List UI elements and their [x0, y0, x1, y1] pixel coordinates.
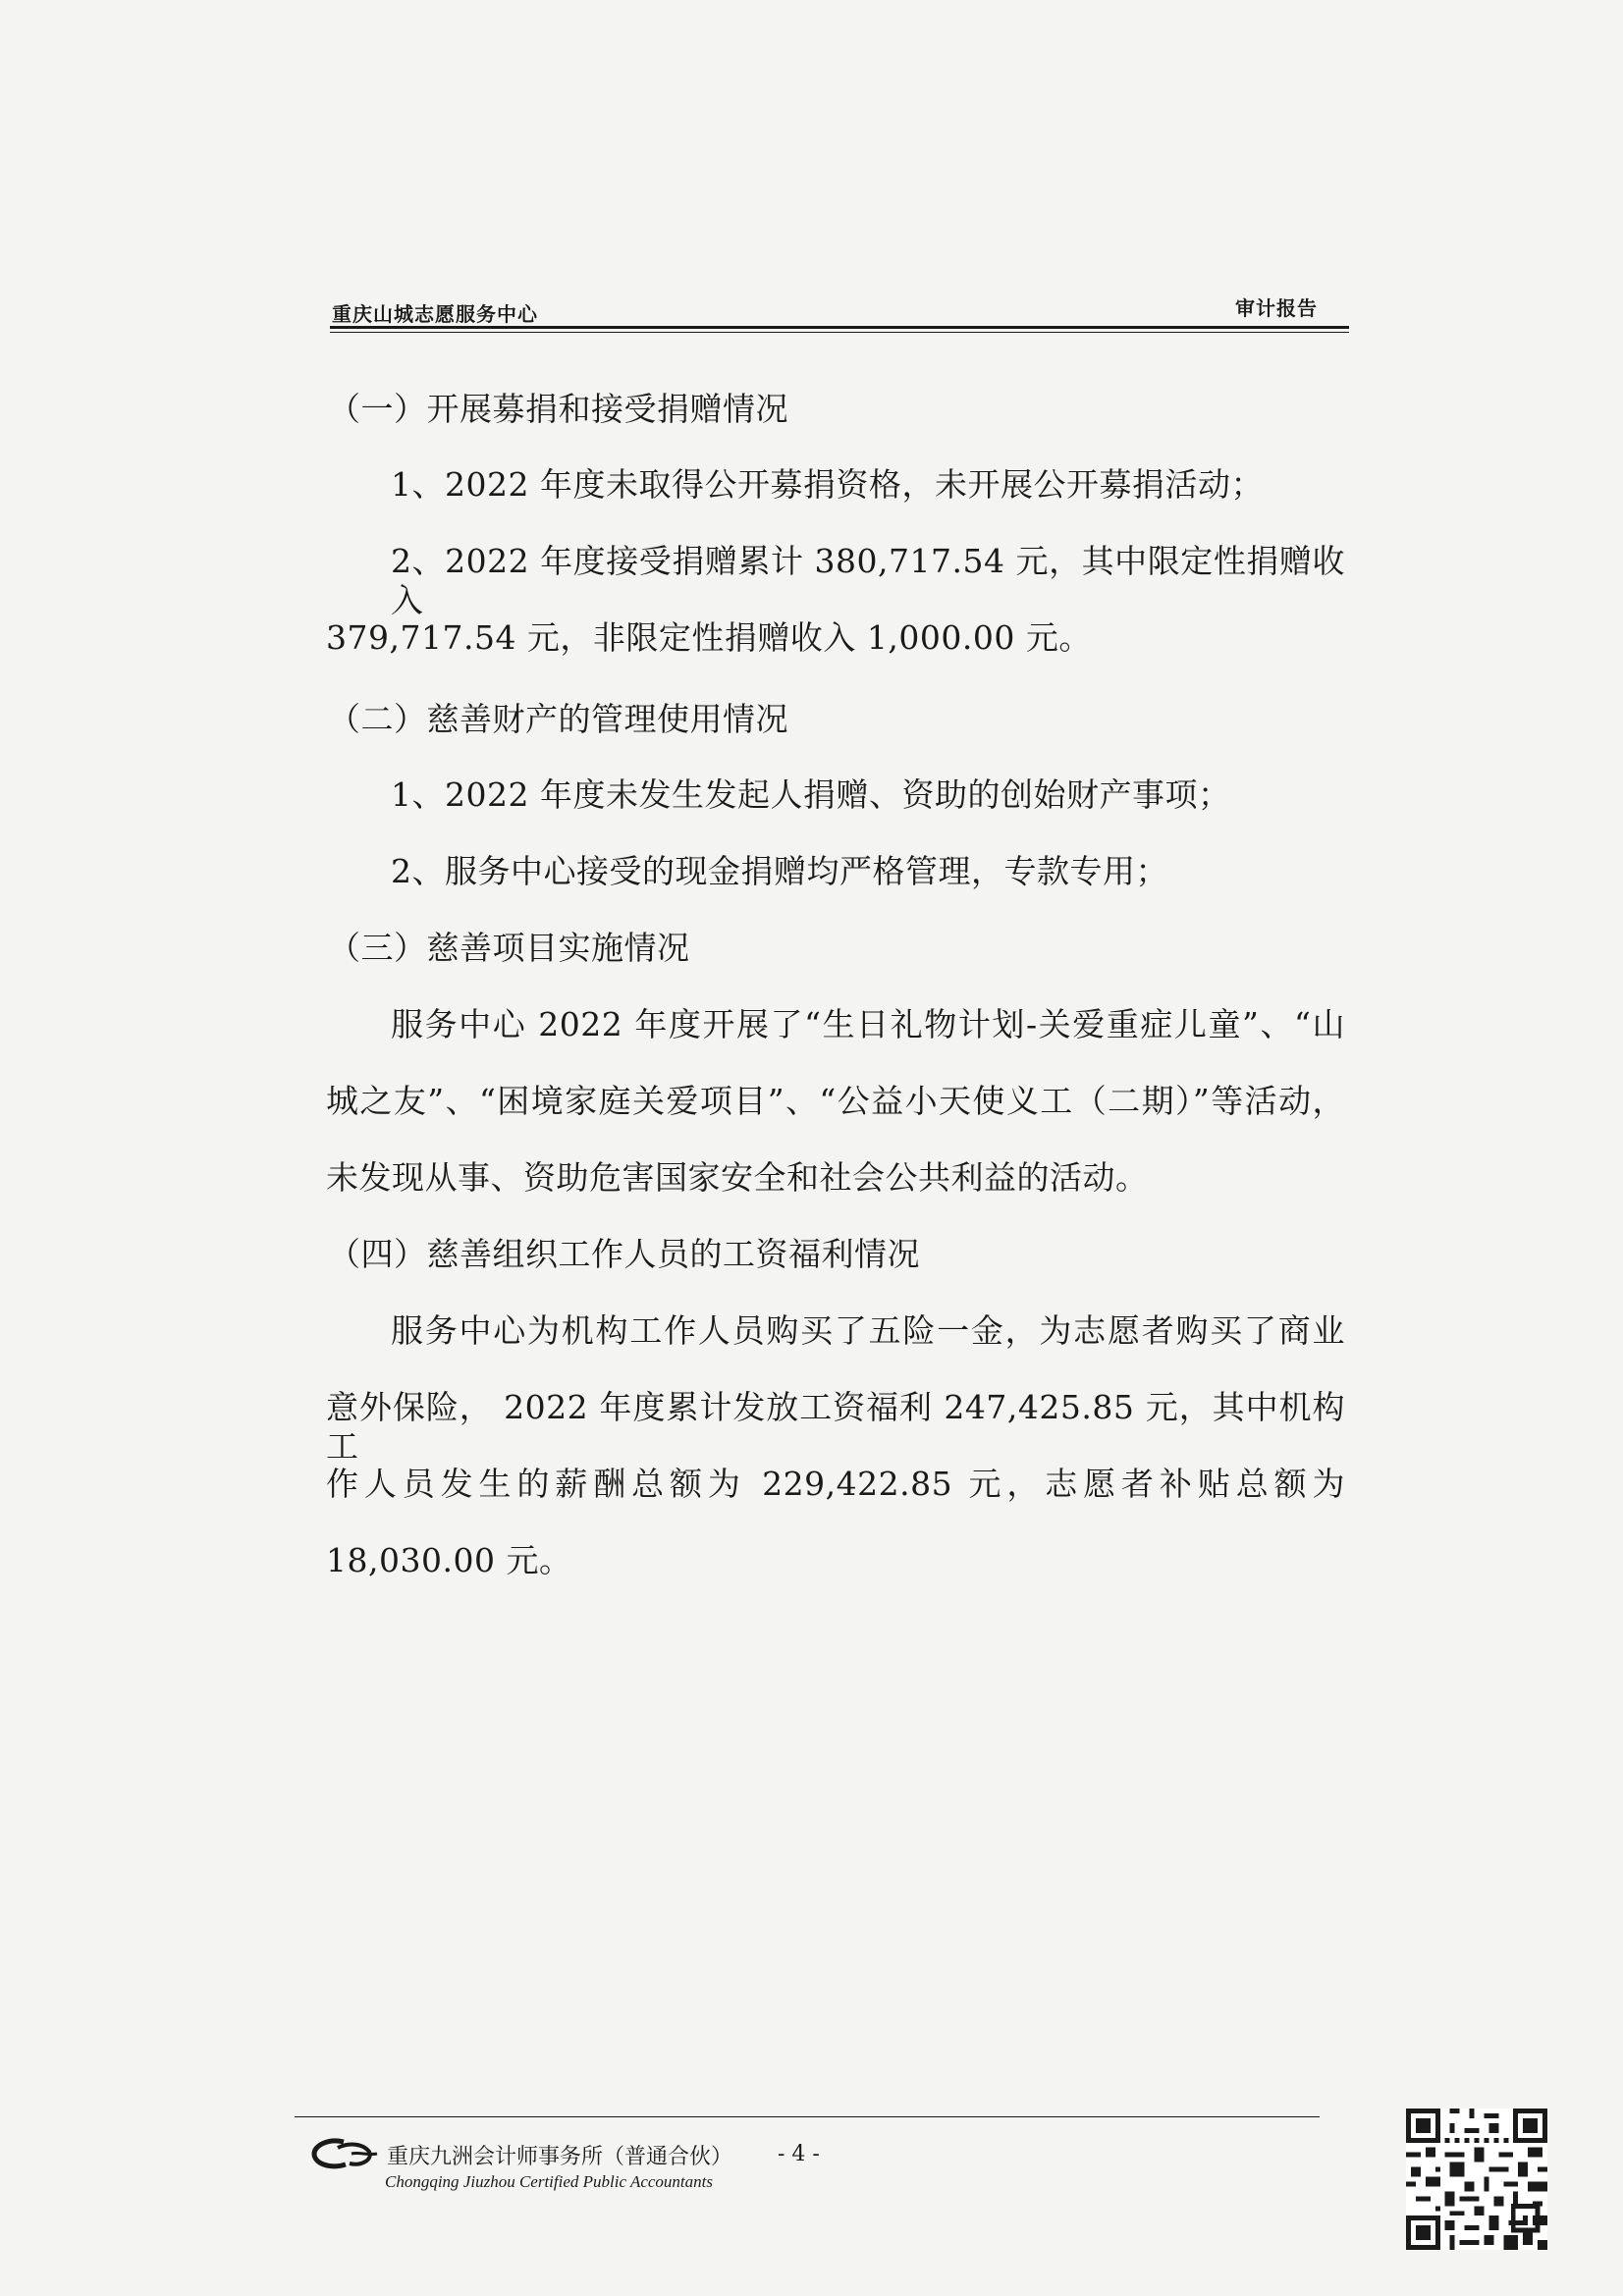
section3-para-line1: 服务中心 2022 年度开展了“生日礼物计划-关爱重症儿童”、“山 [391, 1005, 1345, 1043]
section2-item2: 2、服务中心接受的现金捐赠均严格管理，专款专用； [391, 852, 1168, 890]
section1-item2-line2: 379,717.54 元，非限定性捐赠收入 1,000.00 元。 [326, 618, 1092, 657]
header-doc-type: 审计报告 [1235, 296, 1318, 320]
section3-title: （三）慈善项目实施情况 [328, 929, 690, 967]
header-org-name: 重庆山城志愿服务中心 [332, 302, 538, 326]
section1-title: （一）开展募捐和接受捐赠情况 [328, 390, 788, 428]
section4-para-line2: 意外保险， 2022 年度累计发放工资福利 247,425.85 元，其中机构工 [326, 1388, 1345, 1466]
section4-title: （四）慈善组织工作人员的工资福利情况 [328, 1235, 920, 1273]
footer-firm-cn: 重庆九洲会计师事务所（普通合伙） [387, 2145, 733, 2169]
section2-title: （二）慈善财产的管理使用情况 [328, 700, 788, 738]
section1-item2-line1: 2、2022 年度接受捐赠累计 380,717.54 元，其中限定性捐赠收入 [391, 542, 1345, 619]
section2-item1: 1、2022 年度未发生发起人捐赠、资助的创始财产事项； [391, 775, 1231, 814]
footer-firm-en: Chongqing Jiuzhou Certified Public Accountants [385, 2172, 713, 2191]
section1-item1: 1、2022 年度未取得公开募捐资格，未开展公开募捐活动； [391, 465, 1264, 504]
firm-logo-icon [308, 2134, 381, 2173]
page-number: - 4 - [778, 2142, 820, 2166]
section4-para-line1: 服务中心为机构工作人员购买了五险一金，为志愿者购买了商业 [391, 1311, 1345, 1350]
header-rule-thin [330, 332, 1349, 333]
section3-para-line3: 未发现从事、资助危害国家安全和社会公共利益的活动。 [326, 1158, 1149, 1197]
qr-code-icon [1406, 2109, 1547, 2250]
footer-rule [295, 2116, 1320, 2117]
section4-para-line3: 作人员发生的薪酬总额为 229,422.85 元，志愿者补贴总额为 [326, 1465, 1345, 1503]
header-rule [330, 326, 1349, 329]
section4-para-line4: 18,030.00 元。 [326, 1541, 572, 1579]
section3-para-line2: 城之友”、“困境家庭关爱项目”、“公益小天使义工（二期）”等活动， [326, 1082, 1345, 1120]
